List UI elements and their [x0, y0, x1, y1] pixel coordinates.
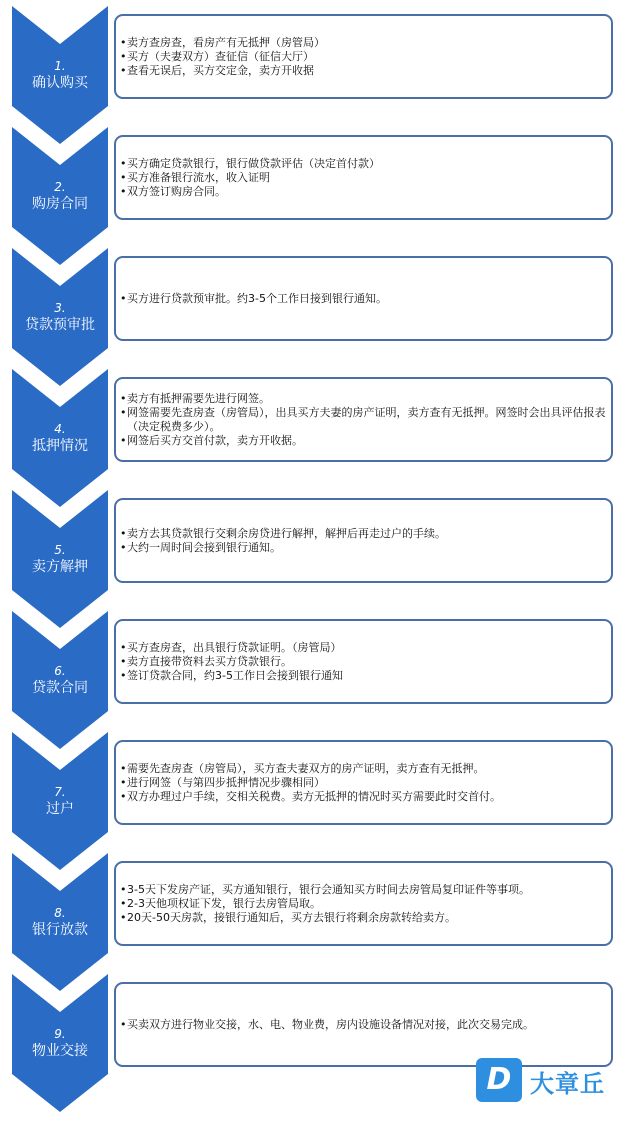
step-title: 卖方解押	[32, 559, 88, 575]
step-title: 过户	[46, 801, 74, 817]
step-label	[14, 542, 106, 576]
step-number: 2.	[54, 180, 66, 194]
step-title: 贷款预审批	[25, 317, 95, 333]
step-label	[14, 179, 106, 213]
step-label	[14, 421, 106, 455]
step-detail-box	[114, 135, 613, 220]
step-label	[14, 1026, 106, 1060]
step-item: • 卖方去其贷款银行交剩余房贷进行解押，解押后再走过户的手续。	[120, 527, 607, 541]
step-2	[0, 127, 626, 249]
step-number: 6.	[54, 664, 66, 678]
step-item: • 买方查房查，出具银行贷款证明。（房管局）	[120, 641, 607, 655]
step-item: • 买方确定贷款银行，银行做贷款评估（决定首付款）	[120, 157, 607, 171]
step-item-list	[120, 36, 607, 78]
step-item: • 签订贷款合同，约3-5工作日会接到银行通知	[120, 669, 607, 683]
step-item: • 双方办理过户手续，交相关税费。卖方无抵押的情况时买方需要此时交首付。	[120, 790, 607, 804]
step-item: • 买卖双方进行物业交接，水、电、物业费，房内设施设备情况对接，此次交易完成。	[120, 1018, 607, 1032]
step-item: • 网签需要先查房查（房管局），出具买方夫妻的房产证明，卖方查有无抵押。网签时会出具评估报表（决定税费多少）。	[120, 406, 607, 434]
step-8	[0, 853, 626, 975]
logo-badge: D	[476, 1058, 522, 1102]
step-item: • 2-3天他项权证下发，银行去房管局取。	[120, 897, 607, 911]
step-label	[14, 905, 106, 939]
step-item: • 需要先查房查（房管局），买方查夫妻双方的房产证明，卖方查有无抵押。	[120, 762, 607, 776]
step-number: 7.	[54, 785, 66, 799]
step-title: 购房合同	[32, 196, 88, 212]
step-item: • 卖方直接带资料去买方贷款银行。	[120, 655, 607, 669]
step-detail-box	[114, 982, 613, 1067]
logo-text: 大章丘	[530, 1070, 605, 1098]
step-item-list	[120, 292, 607, 306]
watermark-logo	[476, 1058, 616, 1102]
step-detail-box	[114, 256, 613, 341]
step-item: • 网签后买方交首付款，卖方开收据。	[120, 434, 607, 448]
step-detail-box	[114, 619, 613, 704]
step-number: 5.	[54, 543, 66, 557]
step-detail-box	[114, 498, 613, 583]
step-6	[0, 611, 626, 733]
step-detail-box	[114, 740, 613, 825]
step-title: 抵押情况	[32, 438, 88, 454]
step-item: • 卖方有抵押需要先进行网签。	[120, 392, 607, 406]
step-item: • 双方签订购房合同。	[120, 185, 607, 199]
step-detail-box	[114, 377, 613, 462]
step-number: 4.	[54, 422, 66, 436]
step-item-list	[120, 641, 607, 683]
step-item-list	[120, 392, 607, 448]
step-item: • 买方准备银行流水，收入证明	[120, 171, 607, 185]
step-number: 9.	[54, 1027, 66, 1041]
step-number: 1.	[54, 59, 66, 73]
step-item-list	[120, 527, 607, 555]
step-item: • 进行网签（与第四步抵押情况步骤相同）	[120, 776, 607, 790]
step-item: • 3-5天下发房产证，买方通知银行，银行会通知买方时间去房管局复印证件等事项。	[120, 883, 607, 897]
step-item-list	[120, 762, 607, 804]
step-item-list	[120, 157, 607, 199]
step-title: 贷款合同	[32, 680, 88, 696]
step-detail-box	[114, 14, 613, 99]
step-title: 确认购买	[32, 75, 88, 91]
step-label	[14, 58, 106, 92]
step-4	[0, 369, 626, 491]
step-item: • 大约一周时间会接到银行通知。	[120, 541, 607, 555]
step-title: 物业交接	[32, 1043, 88, 1059]
step-item: • 买方进行贷款预审批。约3-5个工作日接到银行通知。	[120, 292, 607, 306]
step-7	[0, 732, 626, 854]
step-3	[0, 248, 626, 370]
step-1	[0, 6, 626, 128]
step-item: • 买方（夫妻双方）查征信（征信大厅）	[120, 50, 607, 64]
step-item: • 查看无误后，买方交定金，卖方开收据	[120, 64, 607, 78]
step-label	[14, 300, 106, 334]
step-item: • 卖方查房查，看房产有无抵押（房管局）	[120, 36, 607, 50]
step-item: • 20天-50天房款，接银行通知后，买方去银行将剩余房款转给卖方。	[120, 911, 607, 925]
step-label	[14, 663, 106, 697]
step-item-list	[120, 1018, 607, 1032]
step-5	[0, 490, 626, 612]
step-detail-box	[114, 861, 613, 946]
step-number: 3.	[54, 301, 66, 315]
step-title: 银行放款	[32, 922, 88, 938]
step-number: 8.	[54, 906, 66, 920]
step-item-list	[120, 883, 607, 925]
step-label	[14, 784, 106, 818]
